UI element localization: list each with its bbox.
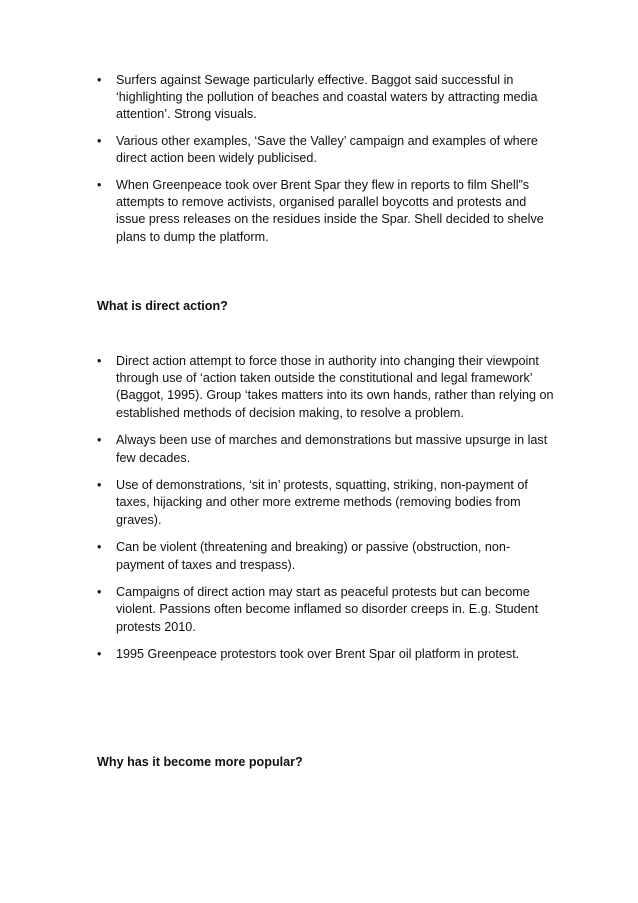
list-item [97, 539, 557, 573]
list-item [97, 72, 557, 124]
list-item-text: Use of demonstrations, ‘sit in’ protests, squatting, striking, non-payment of taxes, hijacking and other more extreme methods (removing bodies from graves). [116, 478, 528, 527]
list-item [97, 353, 557, 422]
list-item [97, 177, 557, 246]
bullet-glyph: • [97, 73, 102, 87]
section-heading-popularity: Why has it become more popular? [97, 755, 303, 769]
list-item-text: Surfers against Sewage particularly effective. Baggot said successful in ‘highlighting the pollution of beaches and coastal waters by attracting media attention’. Strong visuals. [116, 73, 538, 122]
list-item-text: When Greenpeace took over Brent Spar they flew in reports to film Shell”s attempts to remove activists, organised parallel boycotts and protests and issue press releases on the residues inside the Spar. Shell decided to shelve plans to dump the platform. [116, 178, 544, 244]
bullet-glyph: • [97, 178, 102, 193]
list-item-text: Direct action attempt to force those in authority into changing their viewpoint through use of ‘action taken outside the constitutional and legal framework’ (Baggot, 1995). Group ‘takes matters into its own hands, rather than relying on established methods of decision making, to resolve a problem. [116, 354, 554, 420]
bullet-glyph: • [97, 478, 102, 493]
bullet-glyph: • [97, 647, 102, 662]
section-heading-direct-action: What is direct action? [97, 299, 228, 313]
bullet-glyph: • [97, 433, 102, 448]
list-item [97, 477, 557, 529]
list-item-text: Can be violent (threatening and breaking) or passive (obstruction, non-payment of taxes and trespass). [116, 540, 511, 572]
list-item-text: Campaigns of direct action may start as peaceful protests but can become violent. Passions often become inflamed so disorder creeps in. E.g. Student protests 2010. [116, 585, 539, 634]
bullet-list-direct-action [97, 353, 557, 674]
list-item [97, 432, 557, 466]
list-item [97, 133, 557, 167]
list-item-text: 1995 Greenpeace protestors took over Brent Spar oil platform in protest. [116, 647, 520, 662]
bullet-glyph: • [97, 585, 102, 600]
bullet-list-intro [97, 72, 557, 255]
bullet-glyph: • [97, 134, 102, 149]
bullet-glyph: • [97, 540, 102, 555]
list-item-text: Various other examples, ‘Save the Valley’ campaign and examples of where direct action been widely publicised. [116, 134, 538, 166]
list-item-text: Always been use of marches and demonstrations but massive upsurge in last few decades. [116, 433, 548, 465]
bullet-glyph: • [97, 354, 102, 368]
list-item [97, 584, 557, 636]
list-item [97, 646, 557, 663]
